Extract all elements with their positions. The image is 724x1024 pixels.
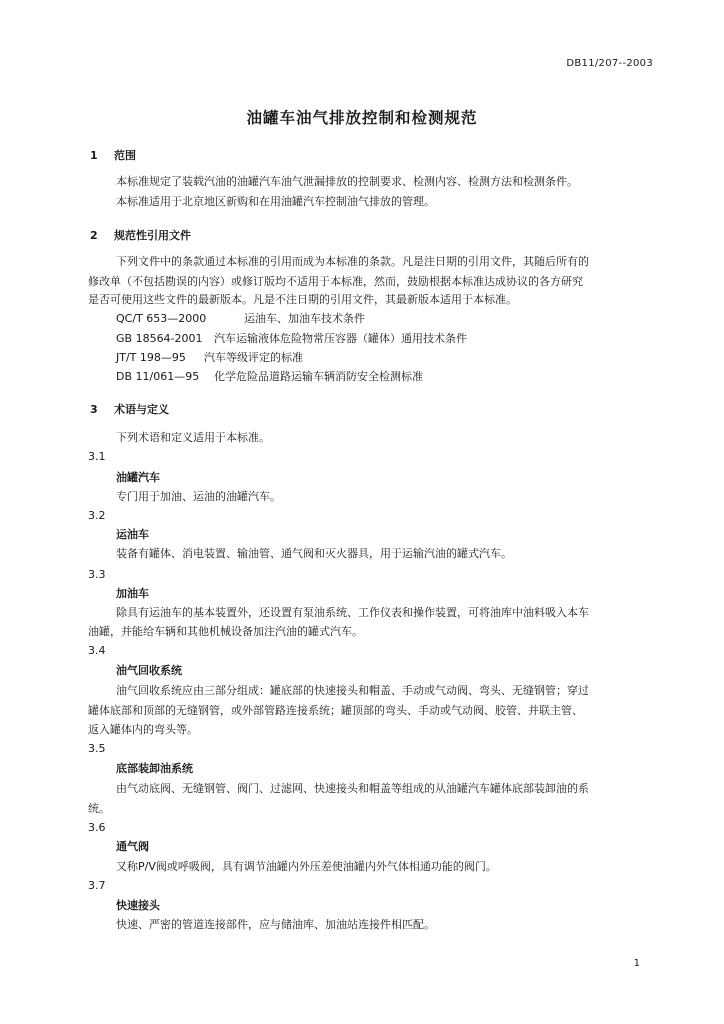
- term-name: 通气阀: [116, 840, 149, 853]
- term-number: 3.7: [88, 879, 106, 892]
- term-definition: 油气回收系统应由三部分组成：罐底部的快速接头和帽盖、手动或气动阀、弯头、无缝钢管；穿过: [116, 684, 589, 697]
- reference-code: GB 18564-2001: [116, 332, 203, 345]
- reference-item: [116, 350, 303, 366]
- section-title: 规范性引用文件: [114, 229, 191, 242]
- section-1-heading: [90, 148, 136, 164]
- reference-code: QC/T 653—2000: [116, 312, 207, 325]
- term-number: 3.6: [88, 821, 106, 834]
- term-name: 加油车: [116, 587, 149, 600]
- paragraph: 修改单（不包括勘误的内容）或修订版均不适用于本标准，然而，鼓励根据本标准达成协议的各方研究: [88, 275, 583, 288]
- reference-title: 运油车、加油车技术条件: [244, 312, 365, 325]
- term-number: 3.2: [88, 509, 106, 522]
- section-3-heading: [90, 402, 169, 418]
- section-number: 1: [90, 149, 98, 162]
- term-definition: 装备有罐体、消电装置、输油管、通气阀和灭火器具，用于运输汽油的罐式汽车。: [116, 547, 512, 560]
- term-name: 油气回收系统: [116, 664, 182, 677]
- reference-code: DB 11/061—95: [116, 370, 200, 383]
- reference-title: 汽车运输液体危险物常压容器（罐体）通用技术条件: [214, 332, 467, 345]
- page-title: 油罐车油气排放控制和检测规范: [246, 109, 478, 127]
- reference-title: 化学危险品道路运输车辆消防安全检测标准: [214, 370, 423, 383]
- term-definition: 又称P/V阀或呼吸阀，具有调节油罐内外压差使油罐内外气体相通功能的阀门。: [116, 860, 497, 873]
- term-name: 快速接头: [116, 899, 160, 912]
- paragraph: 下列术语和定义适用于本标准。: [116, 431, 270, 444]
- reference-code: JT/T 198—95: [116, 351, 186, 364]
- term-number: 3.4: [88, 644, 106, 657]
- reference-item: [116, 311, 365, 327]
- paragraph: 本标准规定了装载汽油的油罐汽车油气泄漏排放的控制要求、检测内容、检测方法和检测条件。: [116, 175, 578, 188]
- term-definition: 除具有运油车的基本装置外，还设置有泵油系统、工作仪表和操作装置，可将油库中油料吸入本车: [116, 606, 589, 619]
- term-definition: 油罐，并能给车辆和其他机械设备加注汽油的罐式汽车。: [88, 625, 363, 638]
- section-title: 范围: [114, 149, 136, 162]
- section-number: 3: [90, 403, 98, 416]
- paragraph: 下列文件中的条款通过本标准的引用而成为本标准的条款。凡是注日期的引用文件，其随后所有的: [116, 255, 589, 268]
- document-code: DB11/207--2003: [566, 58, 653, 69]
- paragraph: 本标准适用于北京地区新购和在用油罐汽车控制油气排放的管理。: [116, 195, 435, 208]
- page-number: 1: [633, 958, 640, 969]
- term-definition: 罐体底部和顶部的无缝钢管，或外部管路连接系统；罐顶部的弯头、手动或气动阀、胶管、并联主管、: [88, 704, 583, 717]
- section-number: 2: [90, 229, 98, 242]
- term-number: 3.3: [88, 568, 106, 581]
- term-definition: 快速、严密的管道连接部件，应与储油库、加油站连接件相匹配。: [116, 918, 435, 931]
- term-name: 油罐汽车: [116, 471, 160, 484]
- term-definition: 统。: [88, 802, 110, 815]
- reference-item: [116, 331, 467, 347]
- reference-item: [116, 369, 423, 385]
- paragraph: 是否可使用这些文件的最新版本。凡是不注日期的引用文件，其最新版本适用于本标准。: [88, 293, 517, 306]
- term-number: 3.1: [88, 450, 106, 463]
- term-definition: 返入罐体内的弯头等。: [88, 723, 198, 736]
- term-name: 运油车: [116, 528, 149, 541]
- term-number: 3.5: [88, 742, 106, 755]
- section-2-heading: [90, 228, 191, 244]
- term-name: 底部装卸油系统: [116, 762, 193, 775]
- section-title: 术语与定义: [114, 403, 169, 416]
- term-definition: 专门用于加油、运油的油罐汽车。: [116, 490, 281, 503]
- term-definition: 由气动底阀、无缝钢管、阀门、过滤网、快速接头和帽盖等组成的从油罐汽车罐体底部装卸油的系: [116, 782, 589, 795]
- reference-title: 汽车等级评定的标准: [204, 351, 303, 364]
